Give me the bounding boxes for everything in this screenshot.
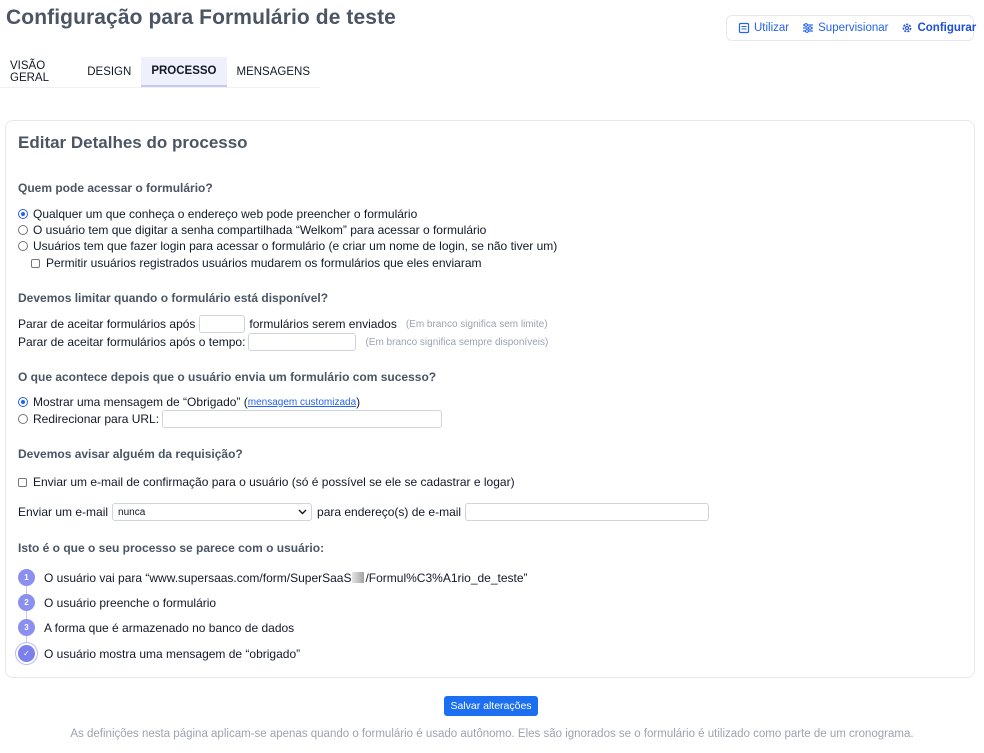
chevron-down-icon [298,507,307,518]
after-thanks-close: ) [356,395,361,409]
confirm-email-option[interactable] [18,475,515,489]
access-public-radio[interactable] [18,209,28,219]
tab-processo[interactable]: PROCESSO [141,57,226,87]
after-heading: O que acontece depois que o usuário envia um formulário com sucesso? [18,370,437,384]
step-number: 2 [18,594,35,611]
page-title: Configuração para Formulário de teste [6,6,396,29]
allow-edit-label: Permitir usuários registrados usuários mudarem os formulários que eles enviaram [46,256,482,270]
process-heading: Isto é o que o seu processo se parece com o usuário: [18,541,325,555]
redacted-blur [352,572,364,583]
nav-supervisionar-label: Supervisionar [818,22,889,34]
limit-time-input[interactable] [248,333,356,351]
after-redirect-label: Redirecionar para URL: [33,412,160,426]
allow-edit-option[interactable] [31,256,482,270]
nav-configurar[interactable] [901,22,976,34]
process-step-2 [18,594,216,611]
send-email-select-value: nunca [118,506,146,518]
after-thanks-option[interactable] [18,395,360,409]
process-step-done [18,645,300,662]
step-number: 1 [18,569,35,586]
step-number: 3 [18,619,35,636]
limit-count-suffix: formulários serem enviados [249,317,397,331]
step-1-text: O usuário vai para “www.supersaas.com/form/SuperSaaS [44,570,352,585]
step-done-text: O usuário mostra uma mensagem de “obrigado” [44,646,301,661]
gear-icon [901,22,913,34]
step-2-text: O usuário preenche o formulário [44,595,217,610]
footer-note: As definições nesta página aplicam-se apenas quando o formulário é usado autônomo. Eles são ignorados se o formulário é utilizado como parte de um cronograma. [70,728,914,740]
tab-visao-geral[interactable]: VISÃO GERAL [10,60,49,84]
send-email-prefix: Enviar um e-mail [18,505,109,519]
limit-count-prefix: Parar de aceitar formulários após [18,317,196,331]
save-button[interactable]: Salvar alterações [444,696,538,716]
limit-time-label: Parar de aceitar formulários após o tempo: [18,335,246,349]
access-option-login[interactable] [18,239,557,253]
step-1-text-end: /Formul%C3%A1rio_de_teste” [365,570,528,585]
limit-count-row [18,315,548,333]
process-step-1 [18,569,528,586]
limit-count-input[interactable] [199,315,245,333]
limit-count-hint: (Em branco significa sem limite) [405,318,548,330]
nav-utilizar-label: Utilizar [754,22,790,34]
send-email-row [18,503,709,521]
process-step-3 [18,619,294,636]
allow-edit-checkbox[interactable] [31,259,40,268]
confirm-email-label: Enviar um e-mail de confirmação para o usuário (só é possível se ele se cadastrar e logar) [33,475,515,489]
access-option-public[interactable] [18,207,417,221]
send-email-select[interactable] [112,503,312,521]
custom-message-link[interactable]: mensagem customizada [247,396,357,408]
after-redirect-option[interactable] [18,410,442,428]
limit-heading: Devemos limitar quando o formulário está disponível? [18,291,329,305]
access-public-label: Qualquer um que conheça o endereço web pode preencher o formulário [33,207,418,221]
after-thanks-label: Mostrar uma mensagem de “Obrigado” ( [33,395,248,409]
document-icon [738,22,750,34]
steps-connector [26,577,27,655]
limit-time-hint: (Em branco significa sempre disponíveis) [365,336,549,348]
access-password-label: O usuário tem que digitar a senha compartilhada “Welkom” para acessar o formulário [33,223,487,237]
nav-configurar-label: Configurar [917,22,977,34]
access-login-radio[interactable] [18,241,28,251]
access-heading: Quem pode acessar o formulário? [18,181,213,195]
access-login-label: Usuários tem que fazer login para acessar o formulário (e criar um nome de login, se não tiver um) [33,239,558,253]
redirect-url-input[interactable] [162,410,442,428]
sliders-icon [802,22,814,34]
nav-supervisionar[interactable] [802,22,888,34]
tab-bar [0,57,320,88]
top-navigation [726,15,977,41]
tab-mensagens[interactable]: MENSAGENS [236,66,310,78]
access-option-password[interactable] [18,223,486,237]
nav-utilizar[interactable] [738,22,789,34]
notify-heading: Devemos avisar alguém da requisição? [18,447,243,461]
card-title: Editar Detalhes do processo [18,133,248,152]
email-address-input[interactable] [465,503,709,521]
confirm-email-checkbox[interactable] [18,478,27,487]
tab-design[interactable]: DESIGN [87,66,132,78]
step-3-text: A forma que é armazenado no banco de dados [44,620,295,635]
limit-time-row [18,333,548,351]
check-icon: ✓ [18,645,35,662]
after-thanks-radio[interactable] [18,397,28,407]
send-email-suffix: para endereço(s) de e-mail [317,505,462,519]
access-password-radio[interactable] [18,225,28,235]
after-redirect-radio[interactable] [18,414,28,424]
